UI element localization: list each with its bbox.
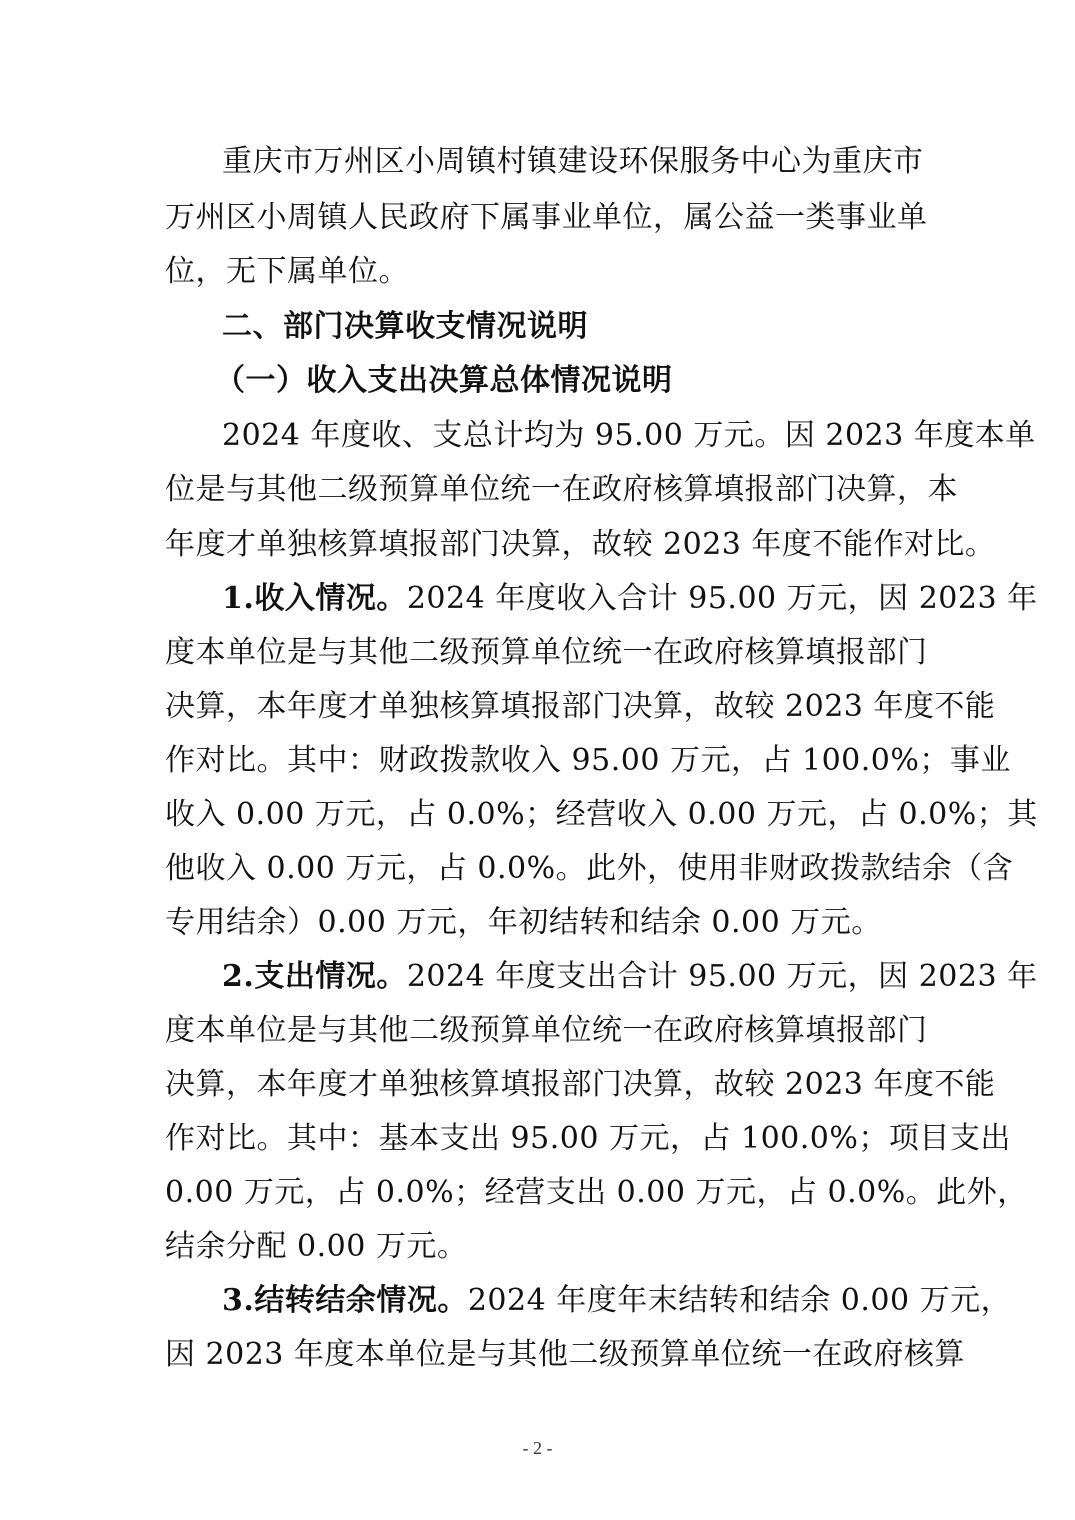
expense-line-5: 0.00 万元，占 0.0%；经营支出 0.00 万元，占 0.0%。此外， — [165, 1175, 1028, 1210]
expense-line-6: 结余分配 0.00 万元。 — [165, 1229, 468, 1264]
page-number: - 2 - — [522, 1438, 553, 1458]
section-heading: 二、部门决算收支情况说明 — [222, 309, 588, 344]
income-line-6: 他收入 0.00 万元，占 0.0%。此外，使用非财政拨款结余（含 — [165, 851, 1014, 886]
intro-line-2: 万州区小周镇人民政府下属事业单位，属公益一类事业单 — [165, 200, 928, 235]
expense-line-4: 作对比。其中：基本支出 95.00 万元，占 100.0%；项目支出 — [165, 1121, 1011, 1156]
expense-line-3: 决算，本年度才单独核算填报部门决算，故较 2023 年度不能 — [165, 1067, 996, 1102]
income-line-1 — [222, 579, 1038, 619]
income-label: 1.收入情况。 — [222, 581, 407, 616]
expense-line-1-text: 2024 年度支出合计 95.00 万元，因 2023 年 — [406, 959, 1038, 994]
carryover-line-1-text: 2024 年度年末结转和结余 0.00 万元， — [467, 1283, 1012, 1318]
income-line-4: 作对比。其中：财政拨款收入 95.00 万元，占 100.0%；事业 — [165, 743, 1011, 778]
income-line-1-text: 2024 年度收入合计 95.00 万元，因 2023 年 — [406, 581, 1038, 616]
overall-line-3: 年度才单独核算填报部门决算，故较 2023 年度不能作对比。 — [165, 527, 996, 562]
income-line-3: 决算，本年度才单独核算填报部门决算，故较 2023 年度不能 — [165, 689, 996, 724]
carryover-line-1 — [222, 1281, 1012, 1321]
carryover-line-2: 因 2023 年度本单位是与其他二级预算单位统一在政府核算 — [165, 1337, 965, 1372]
income-line-7: 专用结余）0.00 万元，年初结转和结余 0.00 万元。 — [165, 905, 882, 940]
intro-line-1: 重庆市万州区小周镇村镇建设环保服务中心为重庆市 — [222, 144, 924, 179]
expense-line-1 — [222, 957, 1038, 997]
expense-label: 2.支出情况。 — [222, 959, 407, 994]
income-line-5: 收入 0.00 万元，占 0.0%；经营收入 0.00 万元，占 0.0%；其 — [165, 797, 1038, 832]
subsection-heading: （一）收入支出决算总体情况说明 — [215, 363, 673, 398]
carryover-label: 3.结转结余情况。 — [222, 1283, 468, 1318]
income-line-2: 度本单位是与其他二级预算单位统一在政府核算填报部门 — [165, 635, 928, 670]
overall-line-2: 位是与其他二级预算单位统一在政府核算填报部门决算，本 — [165, 472, 958, 507]
overall-line-1: 2024 年度收、支总计均为 95.00 万元。因 2023 年度本单 — [222, 418, 1036, 453]
intro-line-3: 位，无下属单位。 — [165, 254, 409, 289]
expense-line-2: 度本单位是与其他二级预算单位统一在政府核算填报部门 — [165, 1013, 928, 1048]
